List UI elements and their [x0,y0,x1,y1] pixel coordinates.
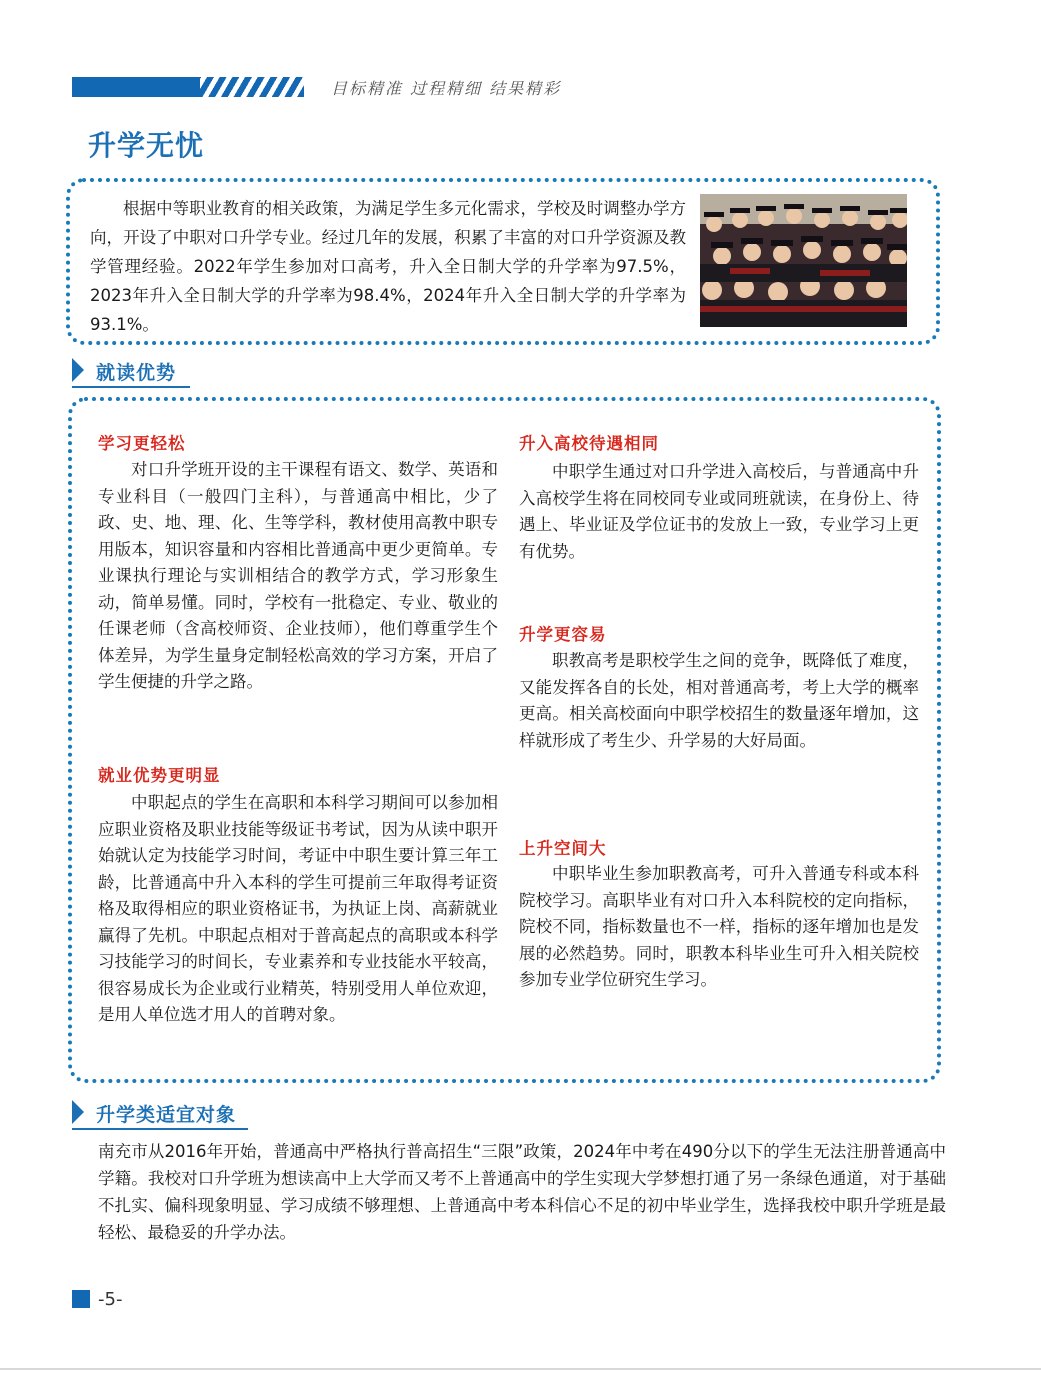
advantage-text-1: 对口升学班开设的主干课程有语文、数学、英语和专业科目（一般四门主科），与普通高中相比，少了政、史、地、理、化、生等学科，教材使用高教中职专用版本，知识容量和内容相比普通高中更少更简单。专业课执行理论与实训相结合的教学方式，学习形象生动，简单易懂。同时，学校有一批稳定、专业、敬业的任课老师（含高校师资、企业技师），他们尊重学生个体差异，为学生量身定制轻松高效的学习方案，开启了学生便捷的升学之路。 [98,460,498,691]
header-slogan: 目标精准 过程精细 结果精彩 [331,79,562,98]
header-stripes [200,77,304,97]
target-text: 南充市从2016年开始，普通高中严格执行普高招生“三限”政策，2024年中考在490分以下的学生无法注册普通高中学籍。我校对口升学班为想读高中上大学而又考不上普通高中的学生实现大学梦想打通了另一条绿色通道，对于基础不扎实、偏科现象明显、学习成绩不够理想、上普通高中考本科信心不足的初中毕业学生，选择我校中职升学班是最轻松、最稳妥的升学办法。 [98,1142,946,1242]
advantage-title-2: 就业优势更明显 [98,766,221,785]
advantage-text-2: 中职起点的学生在高职和本科学习期间可以参加相应职业资格及职业技能等级证书考试，因为从读中职开始就认定为技能学习时间，考证中中职生要计算三年工龄，比普通高中升入本科的学生可提前三年取得考证资格及取得相应的职业资格证书，为执证上岗、高薪就业赢得了先机。中职起点相对于普高起点的高职或本科学习技能学习的时间长，专业素养和专业技能水平较高，很容易成长为企业或行业精英，特别受用人单位欢迎，是用人单位选才用人的首聘对象。 [98,793,498,1024]
page-marker [72,1290,90,1308]
page-number: -5- [98,1289,123,1310]
section-underline [72,1128,248,1130]
advantage-title-4: 升学更容易 [519,625,607,644]
advantage-text-3: 中职学生通过对口升学进入高校后，与普通高中升入高校学生将在同校同专业或同班就读，在身份上、待遇上、毕业证及学位证书的发放上一致，专业学习上更有优势。 [519,462,919,561]
advantage-title-5: 上升空间大 [519,839,607,858]
section-heading-advantages: 就读优势 [96,362,177,384]
advantage-text-5: 中职毕业生参加职教高考，可升入普通专科或本科院校学习。高职毕业有对口升入本科院校的定向指标，院校不同，指标数量也不一样，指标的逐年增加也是发展的必然趋势。同时，职教本科毕业生可升入相关院校参加专业学位研究生学习。 [519,864,919,989]
section-arrow-icon [72,1100,84,1124]
intro-text: 根据中等职业教育的相关政策，为满足学生多元化需求，学校及时调整办学方向，开设了中职对口升学专业。经过几年的发展，积累了丰富的对口升学资源及教学管理经验。2022年学生参加对口高考，升入全日制大学的升学率为97.5%，2023年升入全日制大学的升学率为98.4%，2024年升入全日制大学的升学率为93.1%。 [90,199,686,334]
advantage-title-1: 学习更轻松 [98,434,186,453]
advantage-text-4: 职教高考是职校学生之间的竞争，既降低了难度，又能发挥各自的长处，相对普通高考，考上大学的概率更高。相关高校面向中职学校招生的数量逐年增加，这样就形成了考生少、升学易的大好局面。 [519,651,919,750]
advantage-title-3: 升入高校待遇相同 [519,434,659,453]
bottom-divider [0,1368,1041,1370]
graduates-photo [700,194,907,327]
section-heading-target: 升学类适宜对象 [96,1104,237,1126]
graduates-photo-illustration [700,194,907,327]
page-title: 升学无忧 [88,129,205,162]
section-arrow-icon [72,358,84,382]
section-underline [72,386,190,388]
